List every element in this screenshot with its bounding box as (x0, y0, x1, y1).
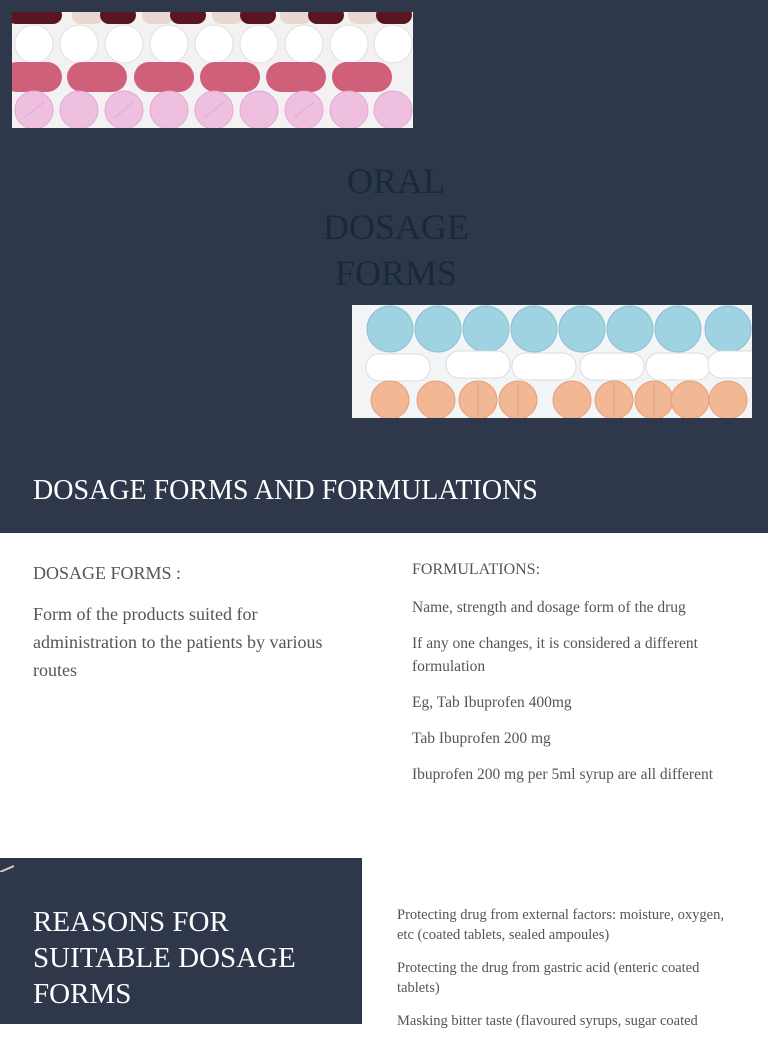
title (296, 158, 496, 296)
definitions-slide (0, 533, 768, 823)
list-item: Ibuprofen 200 mg per 5ml syrup are all different (412, 766, 714, 783)
list-item: Protecting the drug from gastric acid (enteric coated tablets) (397, 960, 700, 996)
reasons-list (397, 905, 727, 1044)
list-item: Masking bitter taste (flavoured syrups, sugar coated (397, 1013, 698, 1029)
list-item: Tab Ibuprofen 200 mg (412, 730, 551, 747)
corner-accent-icon (0, 858, 14, 872)
pills-photo-blue (352, 305, 752, 418)
reasons-title: REASONS FOR SUITABLE DOSAGE FORMS (33, 906, 296, 1010)
formulations-column (412, 561, 742, 799)
list-item: Protecting drug from external factors: moisture, oxygen, etc (coated tablets, sealed ampoules) (397, 907, 724, 943)
formulations-label: FORMULATIONS: (412, 561, 541, 578)
title-line: FORMS (334, 253, 458, 293)
section-heading: DOSAGE FORMS AND FORMULATIONS (33, 475, 538, 506)
list-item: If any one changes, it is considered a different formulation (412, 635, 698, 675)
dosage-forms-column (33, 563, 343, 684)
pills-photo-pink (12, 12, 413, 128)
pills-illustration-pink (12, 12, 413, 128)
dosage-forms-label: DOSAGE FORMS : (33, 563, 182, 583)
list-item: Eg, Tab Ibuprofen 400mg (412, 694, 572, 711)
dosage-forms-description: Form of the products suited for administration to the patients by various routes (33, 604, 323, 680)
list-item: Name, strength and dosage form of the drug (412, 599, 686, 616)
title-line: ORAL (347, 161, 445, 201)
pills-illustration-blue (352, 305, 752, 418)
title-line: DOSAGE (322, 207, 469, 247)
reasons-title-panel (0, 858, 362, 1024)
